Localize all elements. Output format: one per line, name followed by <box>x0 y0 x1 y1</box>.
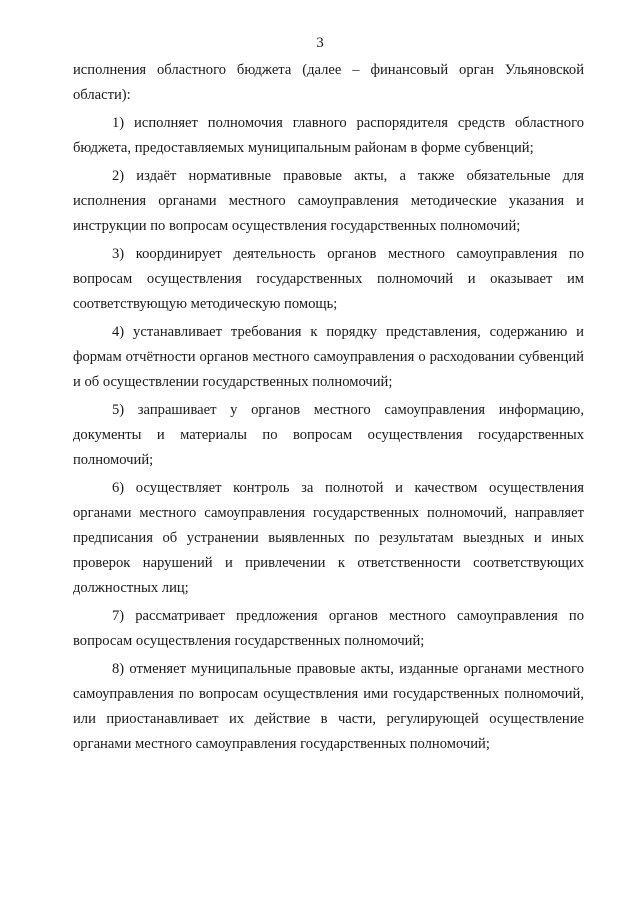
list-item-7: 7) рассматривает предложения органов местного самоуправления по вопросам осуществления государственных полномочий; <box>73 608 584 649</box>
document-body <box>73 58 584 760</box>
list-item-8: 8) отменяет муниципальные правовые акты, изданные органами местного самоуправления по вопросам осуществления ими государственных полномочий, или приостанавливает их действие в части, регулирующей осуществление органами местного самоуправления государственных полномочий; <box>73 661 584 752</box>
list-item-5: 5) запрашивает у органов местного самоуправления информацию, документы и материалы по вопросам осуществления государственных полномочий; <box>73 402 584 468</box>
list-item-3: 3) координирует деятельность органов местного самоуправления по вопросам осуществления государственных полномочий и оказывает им соответствующую методическую помощь; <box>73 246 584 312</box>
list-item-2: 2) издаёт нормативные правовые акты, а также обязательные для исполнения органами местного самоуправления методические указания и инструкции по вопросам осуществления государственных полномочий; <box>73 168 584 234</box>
paragraph-continuation: исполнения областного бюджета (далее – финансовый орган Ульяновской области): <box>73 62 584 103</box>
page-number: 3 <box>316 35 324 51</box>
list-item-6: 6) осуществляет контроль за полнотой и качеством осуществления органами местного самоуправления государственных полномочий, направляет предписания об устранении выявленных по результатам выездных и иных проверок нарушений и привлечении к ответственности соответствующих должностных лиц; <box>73 480 584 596</box>
list-item-1: 1) исполняет полномочия главного распорядителя средств областного бюджета, предоставляемых муниципальным районам в форме субвенций; <box>73 115 584 156</box>
list-item-4: 4) устанавливает требования к порядку представления, содержанию и формам отчётности органов местного самоуправления о расходовании субвенций и об осуществлении государственных полномочий; <box>73 324 584 390</box>
